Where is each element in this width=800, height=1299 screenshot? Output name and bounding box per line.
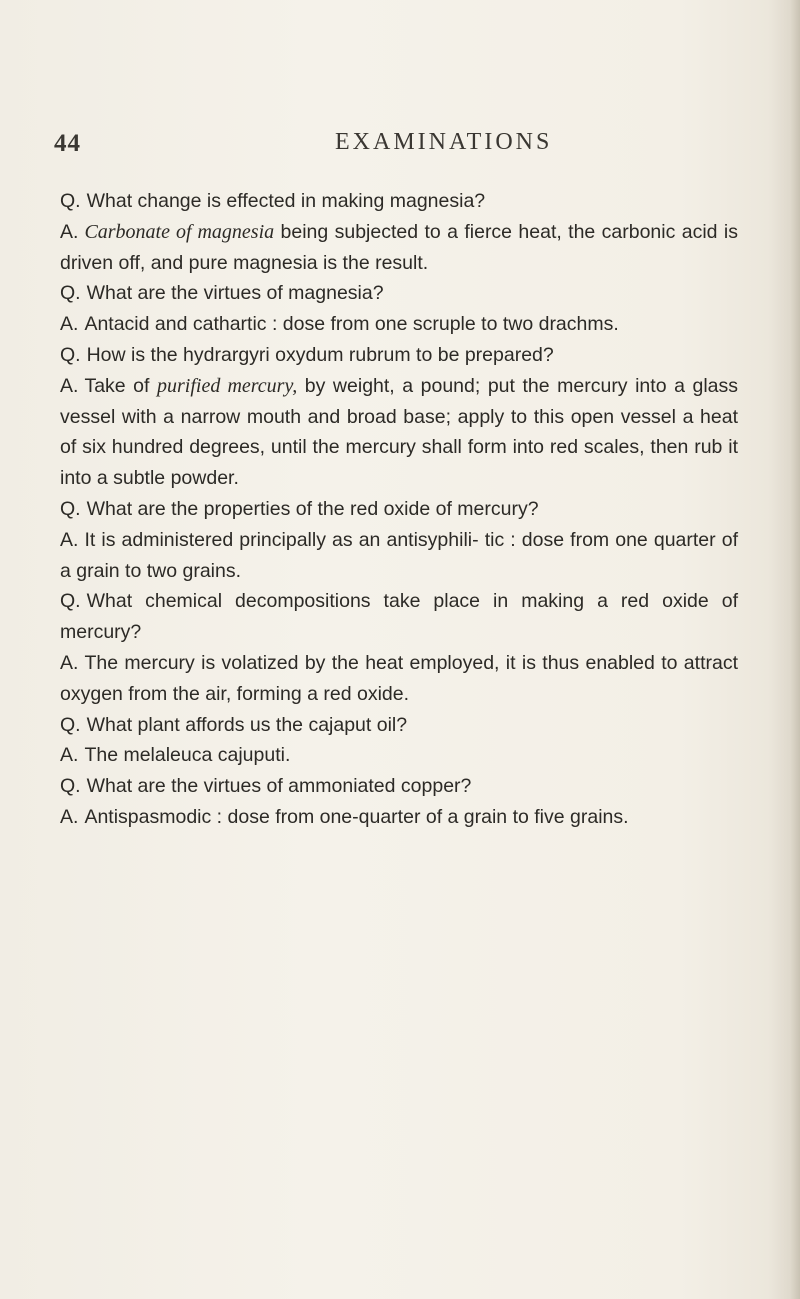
question-label: Q. — [60, 590, 81, 613]
answer-paragraph — [60, 371, 738, 494]
italic-term: purified mercury, — [156, 374, 298, 397]
page-header — [0, 126, 800, 166]
question-text: What are the virtues of ammoniated copper? — [86, 775, 472, 798]
running-head: EXAMINATIONS — [335, 129, 553, 155]
answer-paragraph — [60, 525, 738, 587]
answer-text: It is administered principally as an antisyphili- tic : dose from one quarter of a grain to two grains. — [60, 528, 738, 582]
question-label: Q. — [60, 282, 81, 305]
answer-label: A. — [60, 528, 79, 551]
answer-label: A. — [60, 651, 79, 674]
question-text: What plant affords us the cajaput oil? — [86, 713, 408, 736]
question-text: What chemical decompositions take place in making a red oxide of mercury? — [60, 590, 738, 644]
question-paragraph — [60, 340, 738, 371]
answer-text: by weight, a pound; put the mercury into a glass vessel with a narrow mouth and broad base; apply to this open vessel a heat of six hundred degrees, until the mercury shall form into red scales, then rub it into a subtle powder. — [60, 374, 739, 490]
italic-term: Carbonate of magnesia — [84, 220, 275, 243]
answer-paragraph — [60, 802, 738, 833]
question-text: What change is effected in making magnesia? — [86, 190, 486, 212]
question-text: What are the properties of the red oxide of mercury? — [86, 497, 539, 520]
answer-text: The mercury is volatized by the heat employed, it is thus enabled to attract oxygen from the air, forming a red oxide. — [60, 651, 738, 705]
question-paragraph — [60, 586, 738, 648]
answer-paragraph — [60, 309, 738, 340]
answer-label: A. — [60, 374, 79, 397]
question-text: What are the virtues of magnesia? — [86, 282, 384, 305]
question-paragraph — [60, 278, 738, 309]
question-paragraph — [60, 710, 738, 741]
page-body — [60, 186, 738, 833]
question-label: Q. — [60, 343, 81, 366]
answer-text: being subjected to a fierce heat, the carbonic acid is driven off, and pure magnesia is the result. — [60, 220, 738, 274]
question-paragraph — [60, 186, 738, 217]
question-label: Q. — [60, 775, 81, 798]
answer-text: The melaleuca cajuputi. — [84, 744, 291, 767]
page-number: 44 — [54, 130, 81, 157]
question-label: Q. — [60, 190, 81, 212]
answer-text: Antacid and cathartic : dose from one scruple to two drachms. — [84, 313, 619, 336]
answer-paragraph — [60, 648, 738, 710]
page-edge-shadow — [790, 0, 800, 1299]
question-label: Q. — [60, 497, 81, 520]
answer-label: A. — [60, 313, 79, 336]
question-paragraph — [60, 771, 738, 802]
answer-text: Take of — [84, 374, 157, 397]
question-paragraph — [60, 494, 738, 525]
answer-paragraph — [60, 217, 738, 279]
answer-label: A. — [60, 805, 79, 828]
answer-paragraph — [60, 740, 738, 771]
question-label: Q. — [60, 713, 81, 736]
answer-text: Antispasmodic : dose from one-quarter of a grain to five grains. — [84, 805, 629, 828]
question-text: How is the hydrargyri oxydum rubrum to be prepared? — [86, 343, 554, 366]
answer-label: A. — [60, 744, 79, 767]
answer-label: A. — [60, 220, 79, 243]
